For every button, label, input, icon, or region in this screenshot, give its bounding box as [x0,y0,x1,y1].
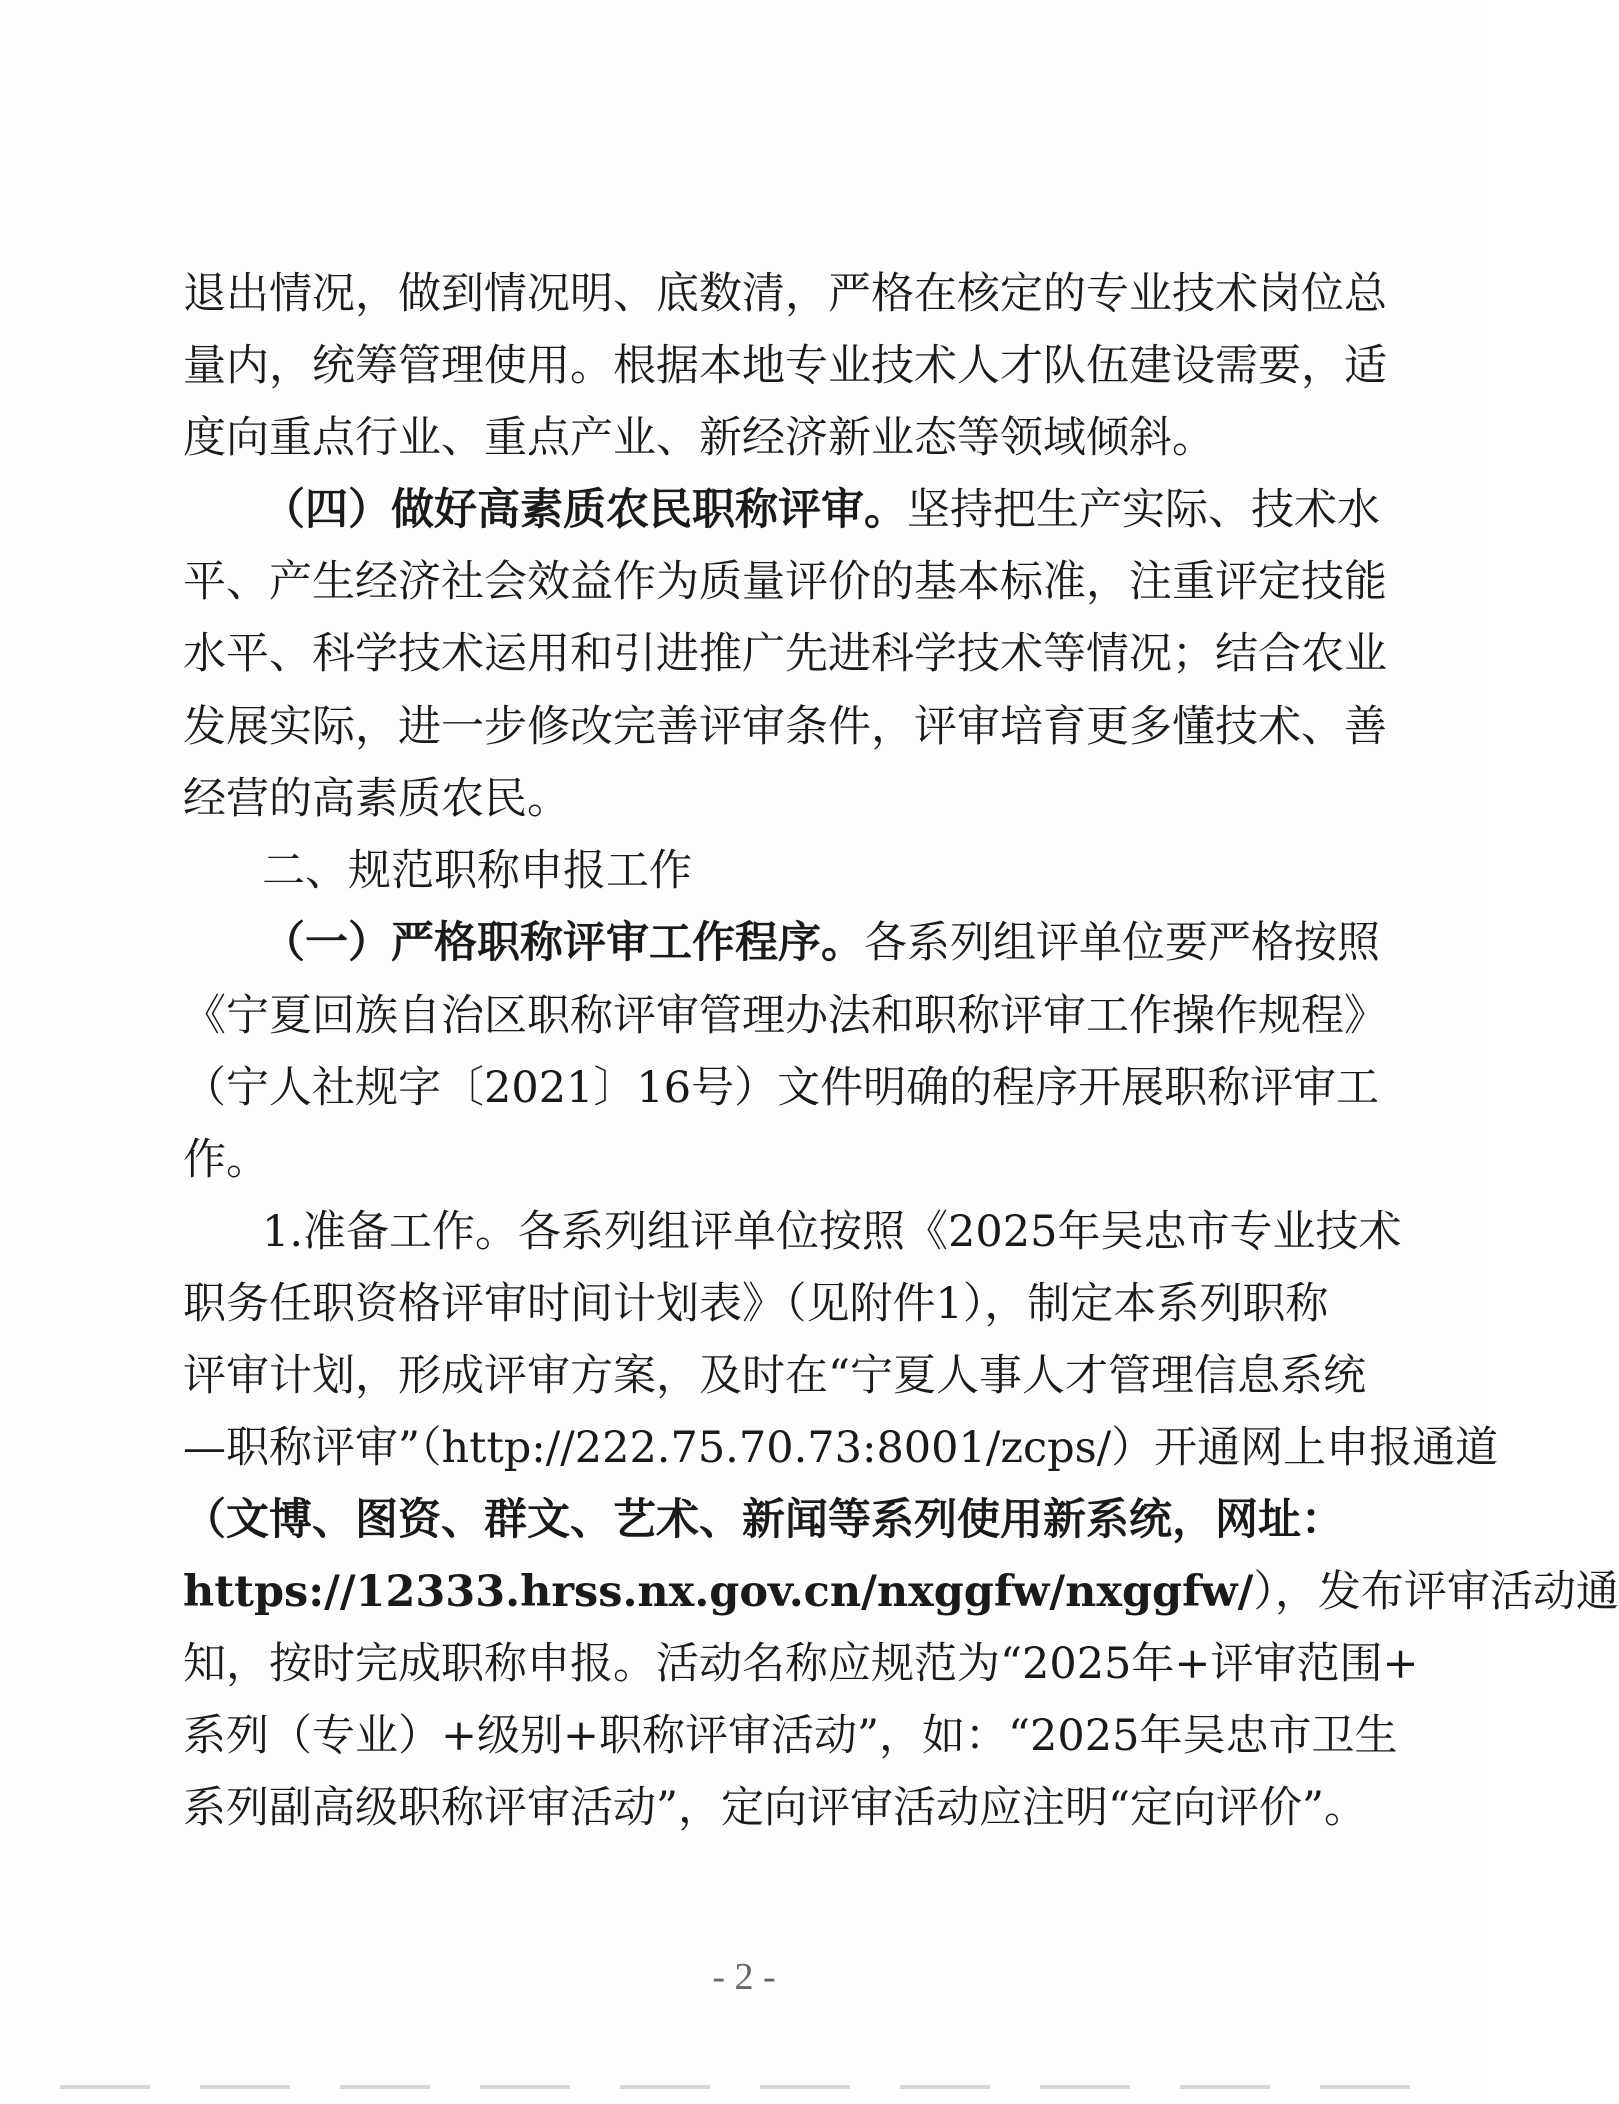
text-line [183,1418,1499,1478]
text-segment: 评审计划，形成评审方案，及时在“宁夏人事人才管理信息系统 [183,1351,1366,1401]
text-line [183,1706,1398,1766]
text-line [183,986,1387,1046]
bold-text-segment: https://12333.hrss.nx.gov.cn/nxggfw/nxggfw/ [183,1567,1254,1617]
text-line [183,1274,1329,1334]
text-line [183,1490,1344,1550]
text-line [183,1634,1419,1694]
text-segment: —职称评审”（http://222.75.70.73:8001/zcps/）开通网上申报通道 [183,1423,1499,1473]
text-line [262,841,1283,901]
text-segment: 各系列组评单位要严格按照 [864,918,1380,968]
text-line [183,697,1387,757]
text-line [262,480,1380,540]
text-segment: 职务任职资格评审时间计划表》（见附件1），制定本系列职称 [183,1279,1329,1329]
text-line [262,913,1380,973]
text-segment: 系列副高级职称评审活动”，定向评审活动应注明“定向评价”。 [183,1783,1367,1833]
text-segment: 作。 [183,1135,269,1185]
bold-text-segment: （一）严格职称评审工作程序。 [262,918,864,968]
text-segment: 退出情况，做到情况明、底数清，严格在核定的专业技术岗位总 [183,269,1387,319]
text-line [183,552,1387,612]
text-line [183,1130,1283,1190]
text-line [183,1058,1380,1118]
text-segment: 水平、科学技术运用和引进推广先进科学技术等情况；结合农业 [183,629,1387,679]
text-line [183,769,1283,829]
text-segment: 《宁夏回族自治区职称评审管理办法和职称评审工作操作规程》 [183,991,1387,1041]
text-segment: 经营的高素质农民。 [183,774,570,824]
scan-edge-artifact [60,2085,1430,2089]
bold-text-segment: （四）做好高素质农民职称评审。 [262,485,907,535]
text-segment: 坚持把生产实际、技术水 [907,485,1380,535]
text-segment: ），发布评审活动通 [1253,1567,1619,1617]
text-line [183,264,1387,324]
text-segment: 发展实际，进一步修改完善评审条件，评审培育更多懂技术、善 [183,702,1387,752]
text-segment: 1.准备工作。各系列组评单位按照《2025年吴忠市专业技术 [262,1207,1402,1257]
bold-text-segment: （文博、图资、群文、艺术、新闻等系列使用新系统，网址： [183,1495,1344,1545]
text-segment: 知，按时完成职称申报。活动名称应规范为“2025年+评审范围+ [183,1639,1419,1689]
text-line [262,1202,1402,1262]
page-number: - 2 - [712,1956,776,1998]
text-line [183,1778,1367,1838]
text-segment: 量内，统筹管理使用。根据本地专业技术人才队伍建设需要，适 [183,341,1387,391]
text-line [183,336,1387,396]
text-line [183,1346,1366,1406]
text-segment: （宁人社规字〔2021〕16号）文件明确的程序开展职称评审工 [183,1063,1380,1113]
text-segment: 二、规范职称申报工作 [262,846,692,896]
text-line [183,1562,1619,1622]
text-line [183,408,1283,468]
text-line [183,624,1387,684]
text-segment: 系列（专业）+级别+职称评审活动”，如：“2025年吴忠市卫生 [183,1711,1398,1761]
text-segment: 度向重点行业、重点产业、新经济新业态等领域倾斜。 [183,413,1215,463]
text-segment: 平、产生经济社会效益作为质量评价的基本标准，注重评定技能 [183,557,1387,607]
